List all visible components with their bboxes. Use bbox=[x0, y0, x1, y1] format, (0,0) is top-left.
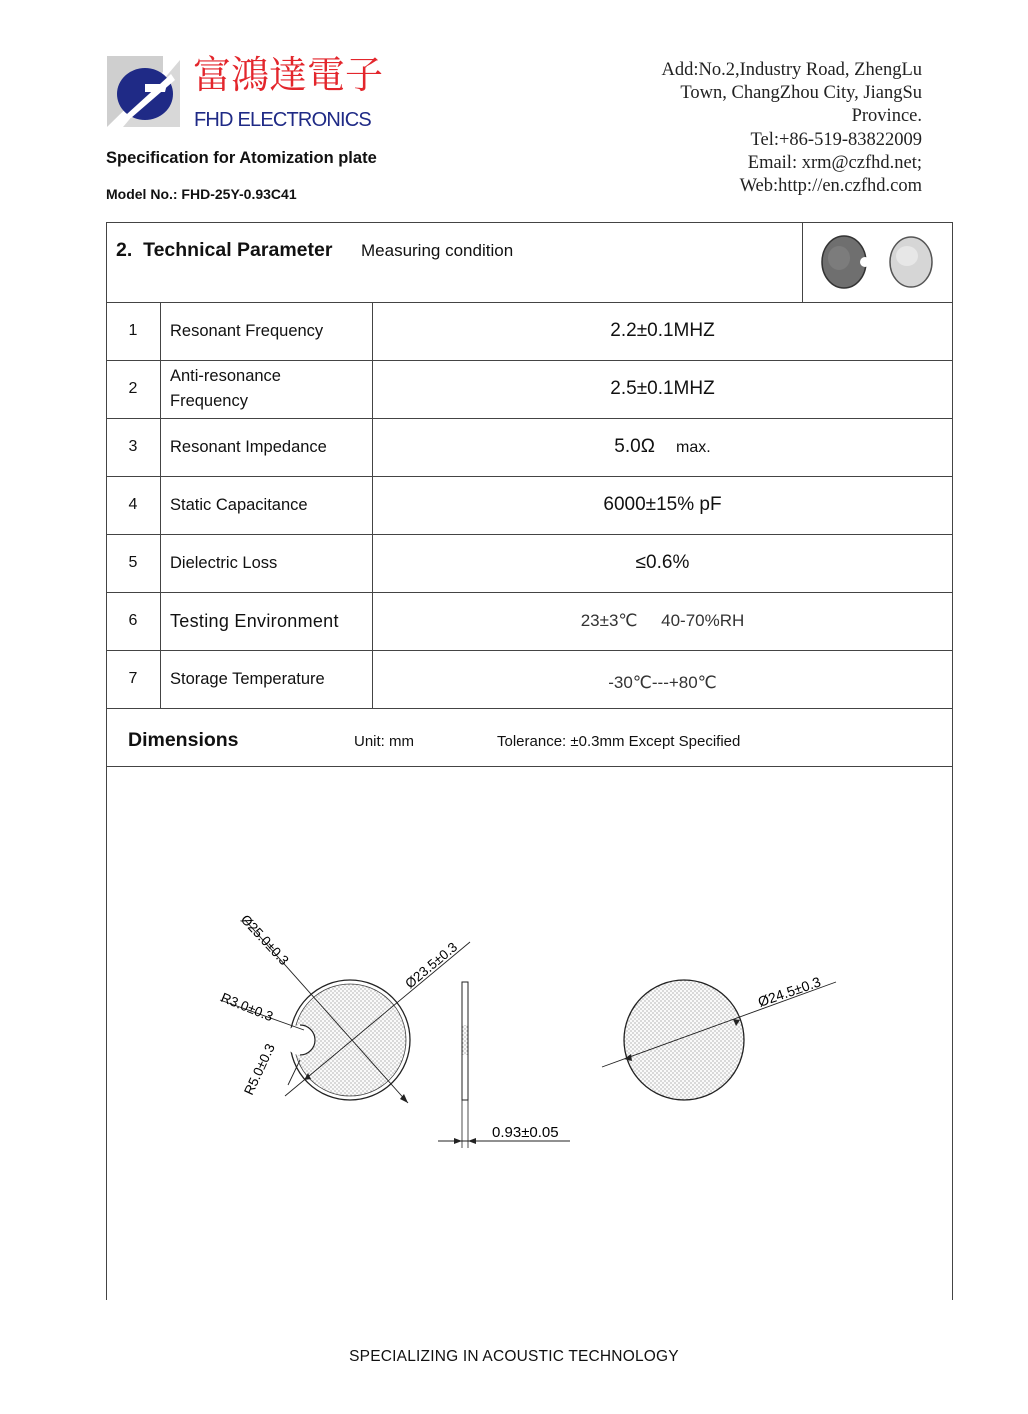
website: Web:http://en.czfhd.com bbox=[739, 176, 922, 197]
param-value: 6000±15% pF bbox=[603, 494, 722, 515]
param-value: ≤0.6% bbox=[635, 552, 690, 573]
impedance-value: 5.0Ω bbox=[614, 436, 655, 457]
back-diameter-label: Ø24.5±0.3 bbox=[755, 973, 823, 1010]
plate-back-photo bbox=[890, 237, 932, 287]
section-title: Technical Parameter bbox=[143, 239, 333, 261]
humidity-range: 40-70%RH bbox=[661, 611, 745, 630]
product-photos bbox=[820, 234, 940, 297]
param-value bbox=[373, 436, 952, 458]
page-footer: SPECIALIZING IN ACOUSTIC TECHNOLOGY bbox=[349, 1348, 679, 1365]
section-number: 2. bbox=[116, 239, 133, 261]
dimensions-title: Dimensions bbox=[128, 729, 239, 751]
impedance-suffix: max. bbox=[676, 439, 711, 456]
company-logo bbox=[105, 52, 384, 132]
thickness-label: 0.93±0.05 bbox=[492, 1124, 559, 1141]
row-number: 3 bbox=[128, 438, 138, 455]
company-name-cn: 富鴻達電子 bbox=[193, 53, 384, 97]
row-number: 6 bbox=[128, 612, 138, 629]
row-number: 5 bbox=[128, 554, 138, 571]
temperature-range: 23±3℃ bbox=[580, 611, 638, 630]
plate-front-photo bbox=[822, 236, 870, 288]
r3-label: R3.0±0.3 bbox=[218, 989, 276, 1025]
dimensions-tolerance: Tolerance: ±0.3mm Except Specified bbox=[497, 733, 741, 750]
param-value: -30℃---+80℃ bbox=[608, 673, 717, 692]
param-value: 2.2±0.1MHZ bbox=[610, 320, 715, 341]
spec-title: Specification for Atomization plate bbox=[106, 149, 377, 167]
inner-diameter-label: Ø23.5±0.3 bbox=[402, 939, 461, 992]
row-number: 7 bbox=[128, 670, 138, 687]
address-line-3: Province. bbox=[851, 106, 922, 127]
telephone: Tel:+86-519-83822009 bbox=[750, 129, 922, 150]
outer-diameter-label: Ø25.0±0.3 bbox=[237, 911, 292, 969]
technical-parameter-title bbox=[116, 239, 332, 262]
side-view-plate bbox=[438, 982, 570, 1148]
row-number: 1 bbox=[128, 322, 138, 339]
dimension-drawing bbox=[200, 900, 860, 1165]
address-line-1: Add:No.2,Industry Road, ZhengLu bbox=[661, 60, 922, 80]
email: Email: xrm@czfhd.net; bbox=[747, 152, 922, 173]
back-view-plate bbox=[602, 973, 836, 1100]
fhd-logo-icon bbox=[105, 52, 384, 132]
row-number: 2 bbox=[128, 380, 138, 397]
param-name: Static Capacitance bbox=[170, 496, 308, 514]
param-value bbox=[373, 611, 952, 631]
param-name: Resonant Impedance bbox=[170, 438, 327, 456]
dimensions-unit: Unit: mm bbox=[354, 733, 414, 750]
param-name: Storage Temperature bbox=[170, 670, 325, 688]
company-name-en: FHD ELECTRONICS bbox=[194, 109, 371, 131]
row-number: 4 bbox=[128, 496, 138, 513]
address-line-2: Town, ChangZhou City, JiangSu bbox=[680, 83, 922, 104]
param-name: Dielectric Loss bbox=[170, 554, 278, 572]
measuring-condition: Measuring condition bbox=[361, 241, 514, 260]
param-name: Testing Environment bbox=[170, 611, 339, 631]
param-value: 2.5±0.1MHZ bbox=[610, 378, 715, 399]
front-view-plate bbox=[219, 912, 470, 1103]
param-name: Anti-resonance Frequency bbox=[170, 367, 281, 410]
r5-label: R5.0±0.3 bbox=[241, 1041, 278, 1098]
company-address bbox=[562, 59, 922, 198]
param-name: Resonant Frequency bbox=[170, 322, 324, 340]
model-number: Model No.: FHD-25Y-0.93C41 bbox=[106, 186, 297, 202]
